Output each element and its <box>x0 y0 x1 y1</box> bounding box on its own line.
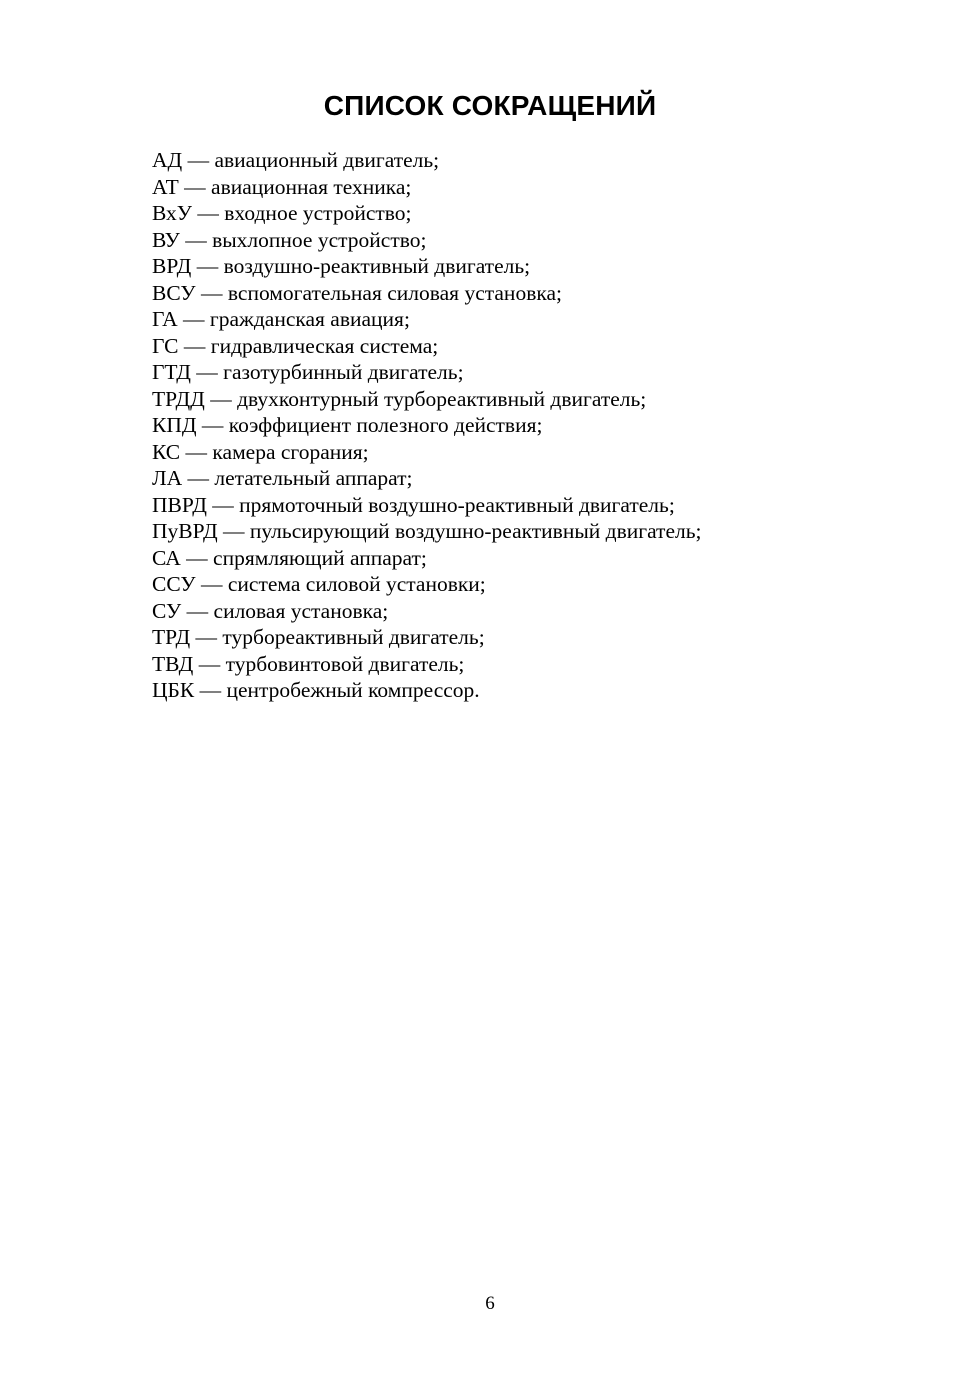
abbreviation-separator: — <box>204 386 238 411</box>
abbreviation-item <box>152 571 702 598</box>
abbreviation-definition: пульсирующий воздушно-реактивный двигатель; <box>249 519 702 543</box>
abbreviation-term: ЛА <box>152 466 183 490</box>
abbreviation-term: СА <box>152 545 181 570</box>
abbreviation-definition: авиационная техника; <box>211 174 412 199</box>
abbreviation-separator: — <box>180 439 213 464</box>
abbreviation-separator: — <box>179 227 213 252</box>
abbreviation-item <box>152 624 702 651</box>
abbreviation-definition: камера сгорания; <box>212 439 369 464</box>
abbreviation-item <box>152 147 702 174</box>
abbreviation-item <box>152 333 702 360</box>
abbreviation-definition: газотурбинный двигатель; <box>223 360 464 384</box>
abbreviation-item <box>152 359 702 386</box>
abbreviation-separator: — <box>190 625 223 649</box>
abbreviation-item <box>152 439 702 466</box>
abbreviation-term: ВРД <box>152 254 192 278</box>
abbreviation-separator: — <box>182 466 215 490</box>
abbreviation-term: СУ <box>152 598 182 623</box>
abbreviation-separator: — <box>195 280 228 305</box>
abbreviation-definition: силовая установка; <box>213 598 389 623</box>
abbreviation-definition: двухконтурный турбореактивный двигатель; <box>237 386 647 411</box>
abbreviation-separator: — <box>181 598 214 623</box>
abbreviation-separator: — <box>194 678 227 702</box>
abbreviation-separator: — <box>206 492 240 517</box>
abbreviation-item <box>152 386 702 413</box>
abbreviation-term: ГТД <box>152 360 191 384</box>
abbreviation-item <box>152 174 702 201</box>
abbreviation-term: АТ <box>152 174 179 199</box>
abbreviation-definition: гидравлическая система; <box>210 333 439 358</box>
abbreviation-definition: воздушно-реактивный двигатель; <box>223 254 531 278</box>
abbreviation-definition: летательный аппарат; <box>214 466 413 490</box>
abbreviation-term: КПД <box>152 413 197 437</box>
abbreviation-term: ГС <box>152 333 179 358</box>
abbreviation-definition: выхлопное устройство; <box>212 227 427 252</box>
abbreviation-item <box>152 545 702 572</box>
abbreviation-term: ВУ <box>152 227 180 252</box>
abbreviation-separator: — <box>192 201 225 225</box>
abbreviation-definition: авиационный двигатель; <box>214 148 440 172</box>
abbreviation-separator: — <box>196 413 229 437</box>
abbreviation-item <box>152 227 702 254</box>
abbreviation-item <box>152 465 702 492</box>
abbreviation-definition: вспомогательная силовая установка; <box>227 280 562 305</box>
abbreviation-item <box>152 598 702 625</box>
abbreviation-separator: — <box>217 519 250 543</box>
abbreviation-separator: — <box>180 545 214 570</box>
abbreviation-definition: прямоточный воздушно-реактивный двигатель; <box>239 492 675 517</box>
abbreviation-definition: турбореактивный двигатель; <box>222 625 485 649</box>
abbreviation-item <box>152 253 702 280</box>
abbreviation-term: ССУ <box>152 572 196 596</box>
abbreviation-term: ПуВРД <box>152 519 218 543</box>
page-title: СПИСОК СОКРАЩЕНИЙ <box>323 90 657 121</box>
abbreviation-term: КС <box>152 439 181 464</box>
abbreviation-item <box>152 677 702 704</box>
abbreviation-term: ТВД <box>152 651 194 676</box>
abbreviation-item <box>152 492 702 519</box>
abbreviation-separator: — <box>178 174 212 199</box>
abbreviation-definition: турбовинтовой двигатель; <box>225 651 465 676</box>
abbreviation-term: ТРД <box>152 625 191 649</box>
abbreviation-definition: система силовой установки; <box>227 572 486 596</box>
page-number: 6 <box>485 1293 495 1314</box>
abbreviation-term: ВСУ <box>152 280 196 305</box>
abbreviation-separator: — <box>193 651 226 676</box>
abbreviation-item <box>152 200 702 227</box>
abbreviation-definition: центробежный компрессор. <box>226 678 480 702</box>
abbreviation-separator: — <box>182 148 215 172</box>
abbreviation-term: ЦБК <box>152 678 195 702</box>
abbreviation-separator: — <box>177 307 210 331</box>
abbreviation-term: ГА <box>152 307 178 331</box>
abbreviation-separator: — <box>195 572 228 596</box>
abbreviation-term: ПВРД <box>152 492 207 517</box>
abbreviation-term: ВхУ <box>152 201 193 225</box>
abbreviation-definition: спрямляющий аппарат; <box>213 545 427 570</box>
abbreviation-separator: — <box>191 254 224 278</box>
abbreviation-item <box>152 651 702 678</box>
abbreviation-definition: входное устройство; <box>224 201 412 225</box>
abbreviation-definition: гражданская авиация; <box>209 307 410 331</box>
abbreviation-term: ТРДД <box>152 386 205 411</box>
abbreviation-definition: коэффициент полезного действия; <box>228 413 543 437</box>
abbreviation-item <box>152 280 702 307</box>
abbreviation-separator: — <box>190 360 224 384</box>
abbreviation-item <box>152 412 702 439</box>
abbreviation-item <box>152 518 702 545</box>
abbreviation-term: АД <box>152 148 183 172</box>
abbreviation-separator: — <box>178 333 211 358</box>
abbreviation-item <box>152 306 702 333</box>
abbreviation-list <box>152 147 702 704</box>
